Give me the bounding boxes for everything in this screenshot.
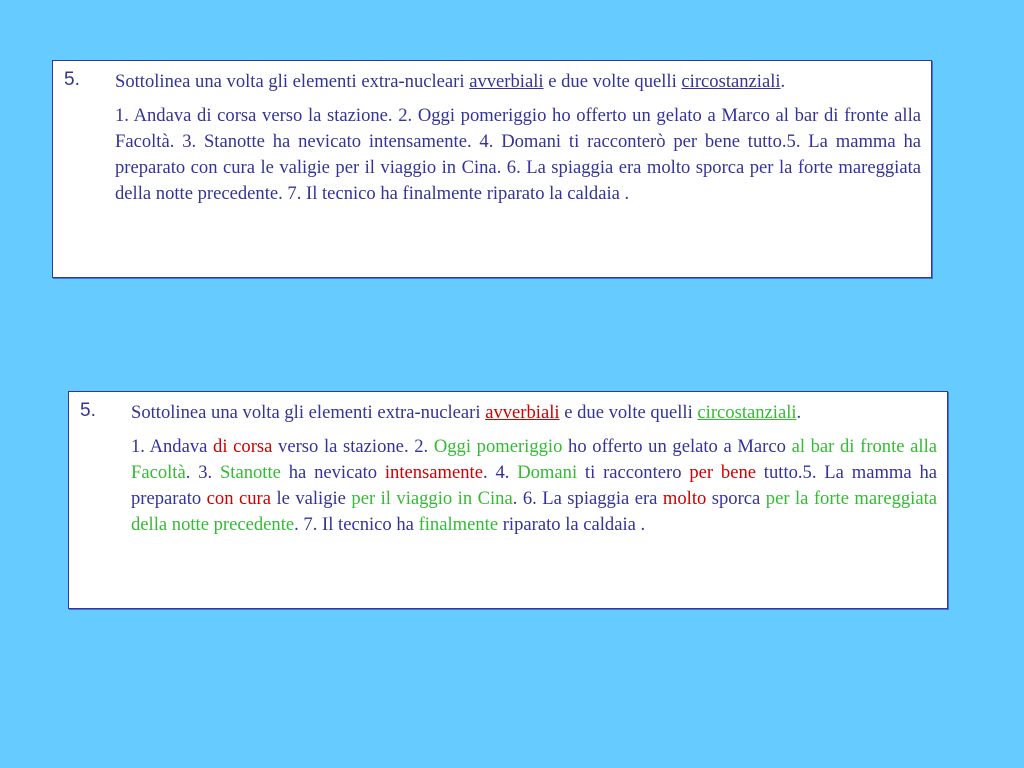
exercise-content (131, 400, 937, 538)
avverbiale-segment: intensamente (384, 462, 483, 483)
text-segment: sporca (706, 488, 766, 509)
term-circostanziali: circostanziali (681, 71, 781, 92)
circostanziale-segment: per la forte mareggiata della notte precedente (131, 488, 938, 535)
text-segment: ho offerto un gelato a Marco (562, 436, 792, 457)
exercise-box-plain (52, 60, 932, 278)
term-circostanziali: circostanziali (697, 402, 797, 423)
exercise-sentences: 1. Andava di corsa verso la stazione. 2. Oggi pomeriggio ho offerto un gelato a Marco al bar di fronte alla Facoltà. 3. Stanotte ha nevicato intensamente. 4. Domani ti racconterò per bene tutto.5. La mamma ha preparato con cura le valigie per il viaggio in Cina. 6. La spiaggia era molto sporca per la forte mareggiata della notte precedente. 7. Il tecnico ha finalmente riparato la caldaia . (115, 105, 921, 204)
circostanziale-segment: Oggi pomeriggio (433, 436, 563, 457)
text-segment: riparato la caldaia . (498, 514, 646, 535)
text-segment: verso la stazione. 2. (272, 436, 434, 457)
text-segment: . 4. (482, 462, 518, 483)
instruction-text (131, 400, 937, 426)
text-segment: tutto.5. La mamma ha preparato (131, 462, 937, 509)
circostanziale-segment: Stanotte (219, 462, 281, 483)
instruction-middle: e due volte quelli (559, 402, 698, 423)
exercise-sentences-highlighted (131, 434, 937, 538)
text-segment: . 6. La spiaggia era (512, 488, 663, 509)
circostanziale-segment: per il viaggio in Cina (351, 488, 513, 509)
instruction-text (115, 69, 921, 95)
instruction-end: . (796, 402, 802, 423)
avverbiale-segment: con cura (206, 488, 271, 509)
text-segment: le valigie (270, 488, 352, 509)
exercise-content (115, 69, 921, 207)
instruction-middle: e due volte quelli (543, 71, 682, 92)
text-segment: . 3. (185, 462, 220, 483)
term-avverbiali: avverbiali (485, 402, 560, 423)
exercise-number: 5. (80, 400, 96, 421)
exercise-box-solution (68, 391, 948, 609)
term-avverbiali: avverbiali (469, 71, 544, 92)
text-segment: . 7. Il tecnico ha (294, 514, 419, 535)
circostanziale-segment: finalmente (418, 514, 499, 535)
text-segment: ti raccontero (577, 462, 690, 483)
avverbiale-segment: di corsa (213, 436, 273, 457)
circostanziale-segment: Domani (517, 462, 578, 483)
instruction-lead: Sottolinea una volta gli elementi extra-nucleari (131, 402, 486, 423)
avverbiale-segment: molto (662, 488, 707, 509)
text-segment: 1. Andava (131, 436, 214, 457)
avverbiale-segment: per bene (689, 462, 756, 483)
instruction-lead: Sottolinea una volta gli elementi extra-nucleari (115, 71, 470, 92)
text-segment: ha nevicato (280, 462, 385, 483)
circostanziale-segment: al bar di fronte alla Facoltà (131, 436, 938, 483)
instruction-end: . (780, 71, 786, 92)
exercise-number: 5. (64, 69, 80, 90)
